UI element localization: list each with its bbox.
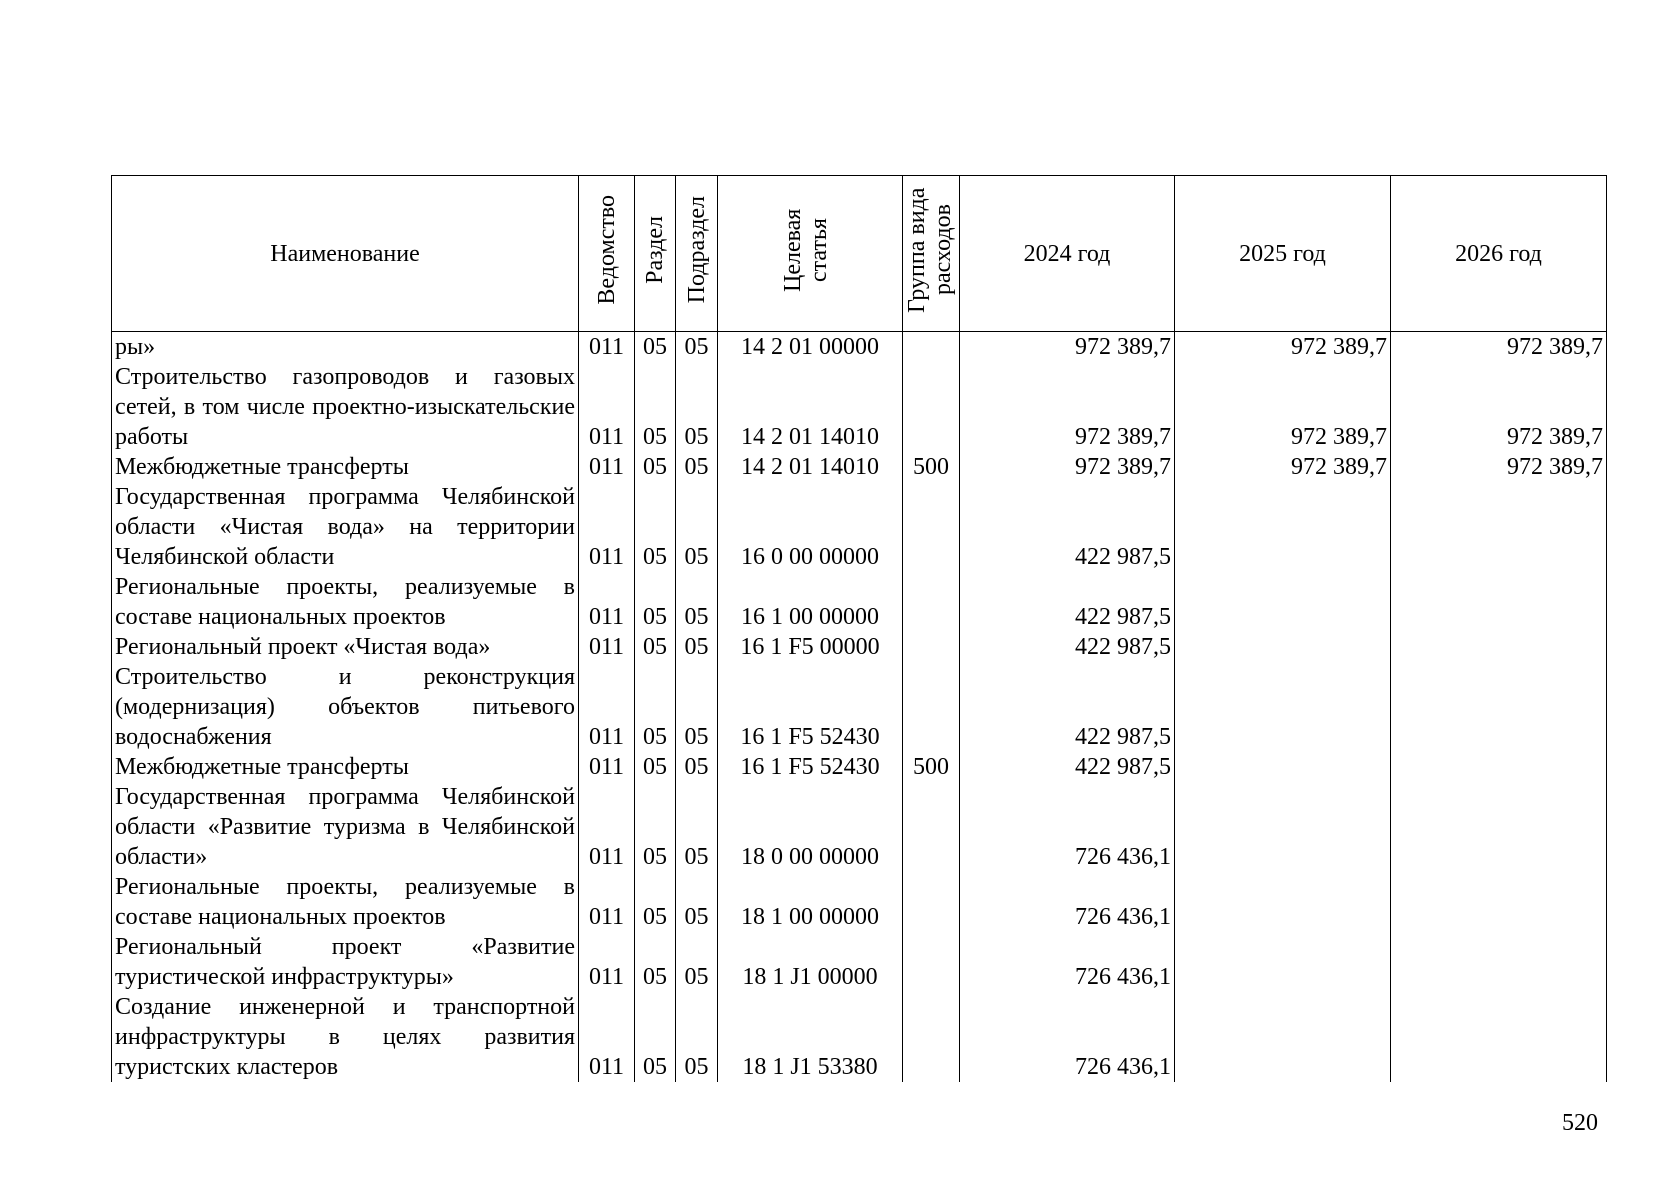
cell-tselevaya-statya: 16 1 F5 52430 [718,662,903,752]
cell-2024: 422 987,5 [960,662,1175,752]
table-row [112,482,1607,572]
cell-name: Создание инженерной и транспортной инфраструктуры в целях развития туристских кластеров [112,992,579,1082]
cell-2025 [1175,872,1391,932]
cell-gruppa-vida-rashodov [903,872,960,932]
cell-2024: 422 987,5 [960,572,1175,632]
cell-2026: 972 389,7 [1391,332,1607,363]
cell-2024: 422 987,5 [960,632,1175,662]
cell-razdel: 05 [635,482,676,572]
cell-2024: 726 436,1 [960,992,1175,1082]
cell-gruppa-vida-rashodov [903,632,960,662]
cell-podrazdel: 05 [676,632,718,662]
header-vedomstvo: Ведомство [579,176,635,332]
header-razdel: Раздел [635,176,676,332]
header-2024: 2024 год [960,176,1175,332]
cell-gruppa-vida-rashodov [903,992,960,1082]
cell-2025: 972 389,7 [1175,452,1391,482]
cell-vedomstvo: 011 [579,752,635,782]
cell-2024: 972 389,7 [960,332,1175,363]
cell-2025 [1175,752,1391,782]
cell-podrazdel: 05 [676,782,718,872]
cell-name: Региональные проекты, реализуемые в составе национальных проектов [112,572,579,632]
cell-podrazdel: 05 [676,482,718,572]
cell-gruppa-vida-rashodov [903,782,960,872]
cell-tselevaya-statya: 14 2 01 14010 [718,362,903,452]
cell-tselevaya-statya: 14 2 01 14010 [718,452,903,482]
cell-name: Межбюджетные трансферты [112,752,579,782]
cell-2025 [1175,992,1391,1082]
cell-gruppa-vida-rashodov [903,932,960,992]
cell-gruppa-vida-rashodov [903,332,960,363]
header-2026: 2026 год [1391,176,1607,332]
cell-gruppa-vida-rashodov [903,482,960,572]
cell-2026 [1391,872,1607,932]
cell-name: Строительство и реконструкция (модернизация) объектов питьевого водоснабжения [112,662,579,752]
page-number: 520 [1562,1110,1598,1136]
cell-vedomstvo: 011 [579,482,635,572]
cell-2026 [1391,662,1607,752]
cell-2026 [1391,782,1607,872]
cell-gruppa-vida-rashodov [903,362,960,452]
cell-razdel: 05 [635,572,676,632]
cell-2026 [1391,632,1607,662]
cell-2025 [1175,632,1391,662]
cell-tselevaya-statya: 18 1 00 00000 [718,872,903,932]
table-header-row [112,176,1607,332]
cell-razdel: 05 [635,872,676,932]
table-row [112,332,1607,363]
table-row [112,662,1607,752]
cell-razdel: 05 [635,752,676,782]
table-row [112,752,1607,782]
cell-vedomstvo: 011 [579,992,635,1082]
cell-2026 [1391,752,1607,782]
cell-vedomstvo: 011 [579,782,635,872]
cell-tselevaya-statya: 16 1 00 00000 [718,572,903,632]
cell-vedomstvo: 011 [579,662,635,752]
table-row [112,362,1607,452]
cell-podrazdel: 05 [676,452,718,482]
cell-2024: 422 987,5 [960,752,1175,782]
cell-razdel: 05 [635,932,676,992]
cell-podrazdel: 05 [676,332,718,363]
cell-vedomstvo: 011 [579,332,635,363]
cell-2026 [1391,482,1607,572]
cell-2024: 972 389,7 [960,452,1175,482]
cell-2026: 972 389,7 [1391,362,1607,452]
cell-name: Строительство газопроводов и газовых сетей, в том числе проектно-изыскательские работы [112,362,579,452]
table-row [112,992,1607,1082]
cell-razdel: 05 [635,362,676,452]
cell-tselevaya-statya: 16 0 00 00000 [718,482,903,572]
cell-tselevaya-statya: 18 1 J1 00000 [718,932,903,992]
table-row [112,782,1607,872]
cell-2024: 422 987,5 [960,482,1175,572]
cell-2025 [1175,482,1391,572]
cell-name: Государственная программа Челябинской области «Развитие туризма в Челябинской области» [112,782,579,872]
header-podrazdel: Подраздел [676,176,718,332]
cell-vedomstvo: 011 [579,362,635,452]
cell-name: Государственная программа Челябинской области «Чистая вода» на территории Челябинской области [112,482,579,572]
budget-table [111,175,1607,1082]
cell-tselevaya-statya: 18 0 00 00000 [718,782,903,872]
cell-name: Региональный проект «Чистая вода» [112,632,579,662]
cell-2024: 972 389,7 [960,362,1175,452]
cell-tselevaya-statya: 18 1 J1 53380 [718,992,903,1082]
cell-podrazdel: 05 [676,872,718,932]
cell-razdel: 05 [635,992,676,1082]
table-row [112,872,1607,932]
cell-vedomstvo: 011 [579,572,635,632]
cell-2026 [1391,992,1607,1082]
header-name: Наименование [112,176,579,332]
cell-name: ры» [112,332,579,363]
cell-2026: 972 389,7 [1391,452,1607,482]
cell-razdel: 05 [635,632,676,662]
cell-name: Межбюджетные трансферты [112,452,579,482]
cell-tselevaya-statya: 16 1 F5 00000 [718,632,903,662]
cell-razdel: 05 [635,662,676,752]
cell-2024: 726 436,1 [960,932,1175,992]
table-row [112,932,1607,992]
cell-name: Региональные проекты, реализуемые в составе национальных проектов [112,872,579,932]
cell-podrazdel: 05 [676,362,718,452]
cell-2025 [1175,782,1391,872]
cell-vedomstvo: 011 [579,632,635,662]
table-row [112,572,1607,632]
cell-gruppa-vida-rashodov: 500 [903,452,960,482]
cell-razdel: 05 [635,332,676,363]
header-2025: 2025 год [1175,176,1391,332]
cell-tselevaya-statya: 14 2 01 00000 [718,332,903,363]
cell-2024: 726 436,1 [960,782,1175,872]
cell-2024: 726 436,1 [960,872,1175,932]
cell-podrazdel: 05 [676,992,718,1082]
cell-gruppa-vida-rashodov [903,662,960,752]
cell-name: Региональный проект «Развитие туристической инфраструктуры» [112,932,579,992]
cell-vedomstvo: 011 [579,872,635,932]
cell-podrazdel: 05 [676,572,718,632]
cell-2025: 972 389,7 [1175,362,1391,452]
cell-gruppa-vida-rashodov [903,572,960,632]
cell-2025 [1175,572,1391,632]
cell-podrazdel: 05 [676,932,718,992]
cell-razdel: 05 [635,782,676,872]
cell-2026 [1391,932,1607,992]
table-row [112,632,1607,662]
cell-2025 [1175,932,1391,992]
header-tselevaya-statya: Целевая статья [718,176,903,332]
cell-2025 [1175,662,1391,752]
cell-vedomstvo: 011 [579,932,635,992]
cell-razdel: 05 [635,452,676,482]
cell-vedomstvo: 011 [579,452,635,482]
table-row [112,452,1607,482]
cell-podrazdel: 05 [676,662,718,752]
header-gruppa-vida-rashodov: Группа вида расходов [903,176,960,332]
cell-podrazdel: 05 [676,752,718,782]
cell-gruppa-vida-rashodov: 500 [903,752,960,782]
cell-2025: 972 389,7 [1175,332,1391,363]
cell-2026 [1391,572,1607,632]
cell-tselevaya-statya: 16 1 F5 52430 [718,752,903,782]
